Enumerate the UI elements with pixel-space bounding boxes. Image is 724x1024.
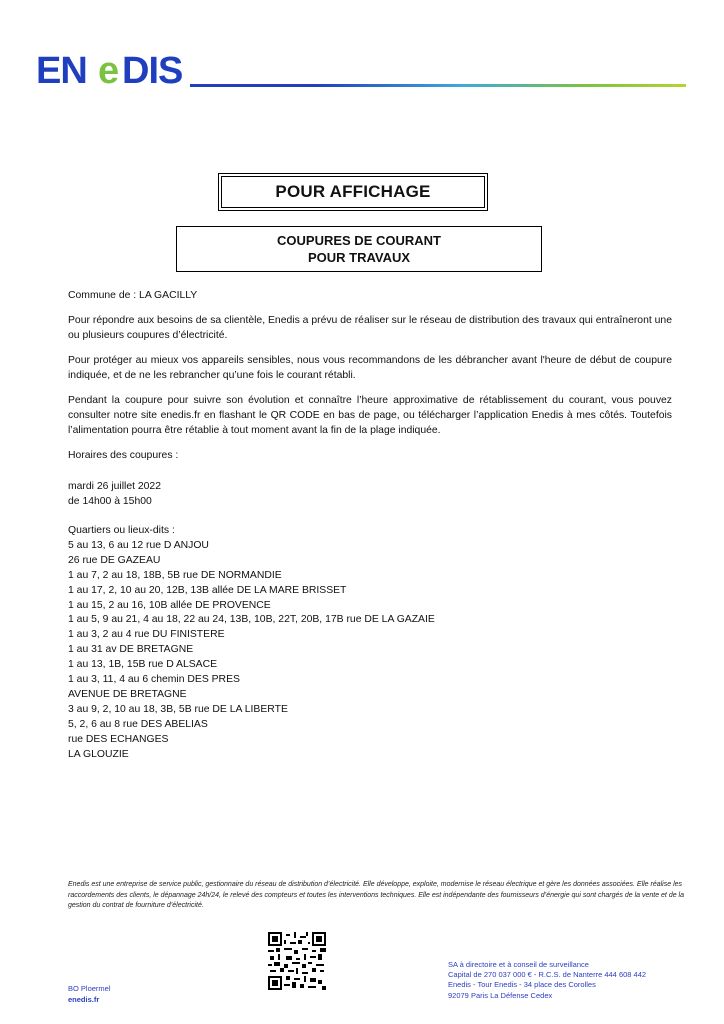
quartiers-list — [68, 524, 435, 763]
pour-affichage-box — [218, 173, 488, 211]
footer-legal-line: SA à directoire et à conseil de surveillance — [448, 960, 589, 969]
footer-legal-line: 92079 Paris La Défense Cedex — [448, 990, 553, 1000]
svg-text:e: e — [98, 50, 120, 90]
footer-disclaimer: Enedis est une entreprise de service public, gestionnaire du réseau de distribution d’électricité. Elle développe, exploite, modernise le réseau électrique et gère les données associées. Elle réalise les raccordements des clients, le dépannage 24h/24, le relevé des compteurs et toutes les interventions techniques. Elle est indépendante des fournisseurs d’énergie qui sont chargés de la vente et de la gestion du contrat de fourniture d’électricité. — [68, 881, 684, 909]
footer-right — [448, 960, 646, 1001]
body-text — [68, 288, 672, 473]
svg-text:EN: EN — [36, 50, 87, 90]
coupures-line1: COUPURES DE COURANT — [277, 233, 441, 248]
schedule — [68, 479, 161, 509]
coupures-line2: POUR TRAVAUX — [307, 250, 411, 265]
list-item: 1 au 3, 11, 4 au 6 chemin DES PRES — [68, 674, 240, 686]
list-item: 1 au 17, 2, 10 au 20, 12B, 13B allée DE LA MARE BRISSET — [68, 584, 347, 596]
paragraph-1: Pour répondre aux besoins de sa clientèle, Enedis a prévu de réaliser sur le réseau de distribution des travaux qui entraîneront une ou plusieurs coupures d’électricité. — [68, 315, 672, 341]
quartiers-label: Quartiers ou lieux-dits : — [68, 525, 175, 536]
header-gradient-line — [190, 84, 686, 87]
footer-legal-line: Capital de 270 037 000 € - R.C.S. de Nanterre 444 608 442 — [448, 970, 647, 980]
coupures-box — [176, 226, 542, 272]
list-item: 26 rue DE GAZEAU — [68, 554, 161, 566]
footer-left — [68, 983, 111, 1005]
qr-code-icon[interactable] — [268, 932, 326, 990]
list-item: AVENUE DE BRETAGNE — [68, 688, 187, 700]
list-item: LA GLOUZIE — [68, 748, 129, 760]
list-item: 1 au 13, 1B, 15B rue D ALSACE — [68, 659, 218, 671]
list-item: 1 au 31 av DE BRETAGNE — [68, 644, 194, 656]
footer-legal-line: Enedis - Tour Enedis - 34 place des Corolles — [448, 980, 596, 990]
paragraph-3: Pendant la coupure pour suivre son évolution et connaître l’heure approximative de rétablissement du courant, vous pouvez consulter notre site enedis.fr en flashant le QR CODE en bas de page, ou télécharger l’application Enedis à mes côtés. Toutefois l’alimentation pourra être rétablie à tout moment avant la fin de la plage indiquée. — [68, 395, 672, 436]
paragraph-2: Pour protéger au mieux vos appareils sensibles, nous vous recommandons de les débrancher avant l'heure de début de coupure indiquée, et de ne les rebrancher qu’une fois le courant rétabli. — [68, 355, 672, 381]
enedis-logo — [36, 50, 186, 90]
list-item: 1 au 7, 2 au 18, 18B, 5B rue DE NORMANDIE — [68, 569, 282, 581]
list-item: rue DES ECHANGES — [68, 733, 169, 745]
schedule-date: mardi 26 juillet 2022 — [68, 481, 161, 492]
commune-line: Commune de : LA GACILLY — [68, 290, 198, 301]
footer-website-link[interactable]: enedis.fr — [68, 995, 100, 1004]
svg-text:DIS: DIS — [122, 50, 183, 90]
list-item: 1 au 3, 2 au 4 rue DU FINISTERE — [68, 629, 225, 641]
list-item: 1 au 5, 9 au 21, 4 au 18, 22 au 24, 13B, 10B, 22T, 20B, 17B rue DE LA GAZAIE — [68, 614, 435, 626]
pour-affichage-title: POUR AFFICHAGE — [275, 182, 431, 201]
footer-office: BO Ploermel — [68, 984, 111, 993]
list-item: 5 au 13, 6 au 12 rue D ANJOU — [68, 539, 209, 551]
horaires-label: Horaires des coupures : — [68, 450, 179, 461]
list-item: 1 au 15, 2 au 16, 10B allée DE PROVENCE — [68, 599, 271, 611]
list-item: 3 au 9, 2, 10 au 18, 3B, 5B rue DE LA LIBERTE — [68, 703, 288, 715]
list-item: 5, 2, 6 au 8 rue DES ABELIAS — [68, 718, 208, 730]
schedule-time: de 14h00 à 15h00 — [68, 496, 152, 507]
